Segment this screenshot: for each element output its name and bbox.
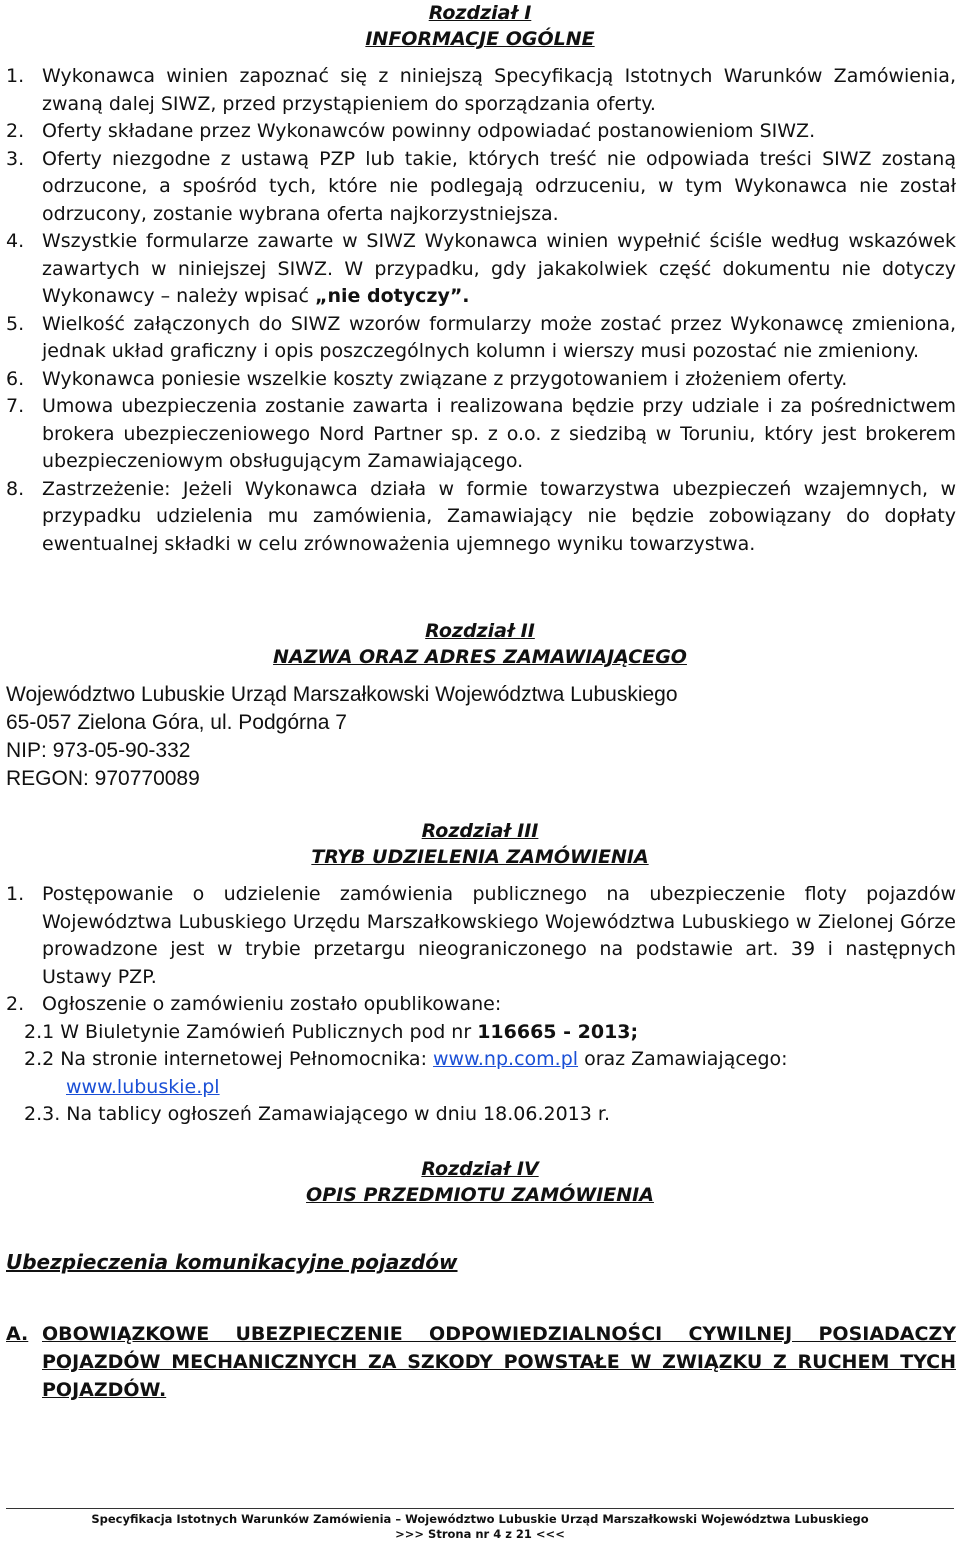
chapter-3-title: TRYB UDZIELENIA ZAMÓWIENIA xyxy=(311,846,649,868)
sub-item-number: 2.2 xyxy=(24,1048,55,1070)
sub-item-number: 2.3. xyxy=(24,1103,61,1125)
obligation-item-a xyxy=(6,1320,956,1404)
sub-item-text: Na tablicy ogłoszeń Zamawiającego w dniu 18.06.2013 r. xyxy=(66,1103,610,1125)
item-number: 5. xyxy=(6,312,25,335)
page-number: >>> Strona nr 4 z 21 <<< xyxy=(395,1527,565,1541)
authority-nip: NIP: 973-05-90-332 xyxy=(6,739,191,762)
item-text: Wykonawca poniesie wszelkie koszty związane z przygotowaniem i złożeniem oferty. xyxy=(42,367,848,390)
proxy-website-label: Na stronie internetowej Pełnomocnika: xyxy=(60,1048,434,1070)
insurance-subheading: Ubezpieczenia komunikacyjne pojazdów xyxy=(6,1250,458,1274)
chapter-4-title: OPIS PRZEDMIOTU ZAMÓWIENIA xyxy=(306,1184,654,1206)
authority-website-label: oraz Zamawiającego: xyxy=(578,1048,788,1070)
authority-street: 65-057 Zielona Góra, ul. Podgórna 7 xyxy=(6,711,347,734)
chapter-2-number: Rozdział II xyxy=(425,620,535,642)
authority-name: Województwo Lubuskie Urząd Marszałkowski Województwa Lubuskiego xyxy=(6,683,678,706)
item-letter: A. xyxy=(6,1323,29,1345)
contracting-authority-address xyxy=(6,681,946,793)
item-text: OBOWIĄZKOWE UBEZPIECZENIE ODPOWIEDZIALNOŚCI CYWILNEJ POSIADACZY POJAZDÓW MECHANICZNYCH ZA SZKODY POWSTAŁE W ZWIĄZKU Z RUCHEM TYCH POJAZDÓW. xyxy=(42,1323,956,1401)
list-item xyxy=(6,991,956,1019)
general-info-list xyxy=(6,63,956,558)
list-item xyxy=(6,393,956,476)
chapter-2-heading xyxy=(0,618,960,670)
item-number: 3. xyxy=(6,147,25,170)
list-item xyxy=(6,881,956,991)
item-number: 6. xyxy=(6,367,25,390)
chapter-2-title: NAZWA ORAZ ADRES ZAMAWIAJĄCEGO xyxy=(273,646,687,668)
sub-item-continuation xyxy=(6,1074,956,1102)
item-text: Zastrzeżenie: Jeżeli Wykonawca działa w formie towarzystwa ubezpieczeń wzajemnych, w przypadku udzielenia mu zamówienia, Zamawiający nie będzie zobowiązany do dopłaty ewentualnej składki w celu zrównoważenia ujemnego wyniku towarzystwa. xyxy=(42,477,956,555)
chapter-1-title: INFORMACJE OGÓLNE xyxy=(365,28,595,50)
chapter-3-heading xyxy=(0,818,960,870)
chapter-1-heading xyxy=(0,0,960,52)
item-text xyxy=(42,228,956,311)
list-item xyxy=(6,476,956,559)
list-item xyxy=(6,366,956,394)
bzp-number: 116665 - 2013; xyxy=(477,1020,639,1043)
chapter-3-number: Rozdział III xyxy=(421,820,539,842)
list-item xyxy=(6,63,956,118)
item-text: Umowa ubezpieczenia zostanie zawarta i realizowana będzie przy udziale i za pośrednictwem brokera ubezpieczeniowego Nord Partner sp. z o.o. z siedzibą w Toruniu, który jest brokerem ubezpieczeniowym obsługującym Zamawiającego. xyxy=(42,395,956,472)
proxy-website-link[interactable]: www.np.com.pl xyxy=(433,1048,579,1070)
authority-regon: REGON: 970770089 xyxy=(6,767,200,790)
page-footer xyxy=(0,1512,960,1542)
sub-item xyxy=(6,1046,956,1074)
procedure-list xyxy=(6,881,956,1129)
sub-item xyxy=(6,1019,956,1047)
item-text: Wykonawca winien zapoznać się z niniejszą Specyfikacją Istotnych Warunków Zamówienia, zwaną dalej SIWZ, przed przystąpieniem do sporządzania oferty. xyxy=(42,65,956,115)
sub-item-text xyxy=(60,1019,638,1047)
list-item xyxy=(6,146,956,229)
chapter-4-number: Rozdział IV xyxy=(421,1158,539,1180)
authority-website-link[interactable]: www.lubuskie.pl xyxy=(66,1075,220,1098)
item-number: 2. xyxy=(6,993,25,1015)
item-number: 1. xyxy=(6,883,25,905)
list-item xyxy=(6,118,956,146)
item-text: Oferty niezgodne z ustawą PZP lub takie, których treść nie odpowiada treści SIWZ zostaną odrzucone, a spośród tych, które nie podlegają odrzuceniu, w tym Wykonawca nie został odrzucony, zostanie wybrana oferta najkorzystniejsza. xyxy=(42,147,956,225)
list-item xyxy=(6,311,956,366)
chapter-4-heading xyxy=(0,1156,960,1208)
footer-title: Specyfikacja Istotnych Warunków Zamówienia – Województwo Lubuskie Urząd Marszałkowski Województwa Lubuskiego xyxy=(91,1512,869,1526)
item-number: 8. xyxy=(6,477,25,500)
sub-item xyxy=(6,1101,956,1129)
item-number: 4. xyxy=(6,230,25,252)
list-item xyxy=(6,228,956,311)
item-text: Ogłoszenie o zamówieniu zostało opublikowane: xyxy=(42,993,502,1015)
not-applicable-phrase: „nie dotyczy”. xyxy=(314,285,470,307)
item-text: Postępowanie o udzielenie zamówienia publicznego na ubezpieczenie floty pojazdów Województwa Lubuskiego Urzędu Marszałkowskiego Województwa Lubuskiego w Zielonej Górze prowadzone jest w trybie przetargu nieograniczonego na podstawie art. 39 i następnych Ustawy PZP. xyxy=(42,883,956,988)
sub-item-number: 2.1 xyxy=(24,1020,55,1043)
item-text: Wielkość załączonych do SIWZ wzorów formularzy może zostać przez Wykonawcę zmieniona, jednak układ graficzny i opis poszczególnych kolumn i wierszy musi pozostać nie zmieniony. xyxy=(42,312,956,362)
item-number: 2. xyxy=(6,120,25,142)
chapter-1-number: Rozdział I xyxy=(428,2,532,24)
item-number: 7. xyxy=(6,395,25,417)
footer-divider xyxy=(6,1508,954,1509)
item-number: 1. xyxy=(6,65,25,87)
bzp-label: W Biuletynie Zamówień Publicznych pod nr xyxy=(60,1020,478,1043)
item-text: Oferty składane przez Wykonawców powinny odpowiadać postanowieniom SIWZ. xyxy=(42,120,816,142)
item-text-part: Wszystkie formularze zawarte w SIWZ Wykonawca winien wypełnić ściśle według wskazówek zawartych w niniejszej SIWZ. W przypadku, gdy jakakolwiek część dokumentu nie dotyczy Wykonawcy – należy wpisać xyxy=(42,230,956,307)
sub-item-text xyxy=(60,1046,787,1074)
